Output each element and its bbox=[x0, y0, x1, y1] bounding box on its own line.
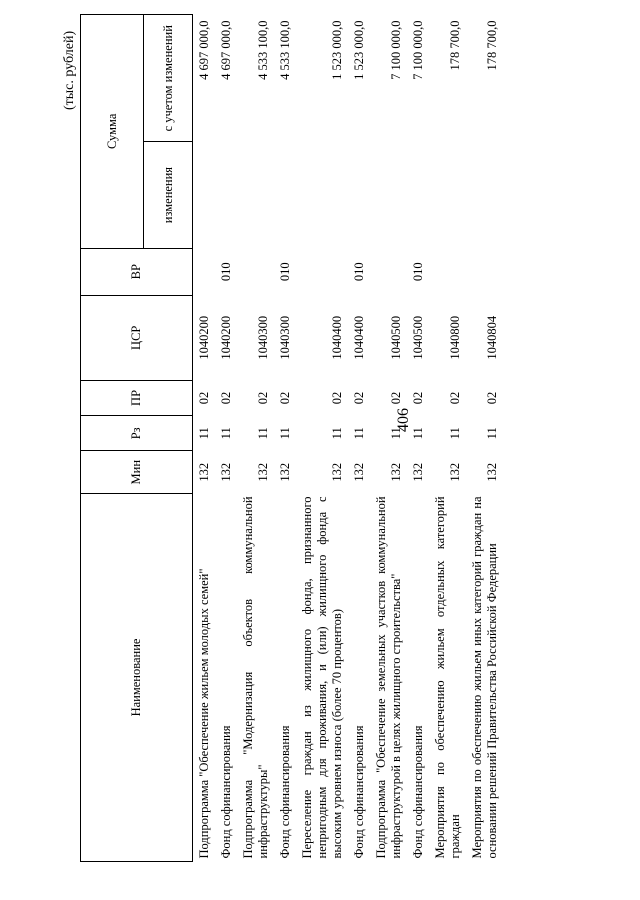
header-row-1 bbox=[81, 15, 144, 862]
cell-vr bbox=[466, 248, 503, 295]
cell-total: 178 700,0 bbox=[448, 20, 462, 71]
table-row bbox=[370, 15, 407, 862]
cell-rz: 11 bbox=[448, 427, 462, 440]
cell-csr: 1040400 bbox=[330, 315, 344, 360]
header-changes: изменения bbox=[144, 142, 193, 248]
cell-name: Фонд софинансирования bbox=[278, 725, 292, 859]
cell-min: 132 bbox=[278, 462, 292, 482]
cell-total: 4 533 100,0 bbox=[256, 20, 270, 80]
cell-changes bbox=[348, 142, 370, 248]
table-row bbox=[296, 15, 348, 862]
cell-rz: 11 bbox=[256, 427, 270, 440]
cell-pr: 02 bbox=[197, 391, 211, 405]
cell-min: 132 bbox=[330, 462, 344, 482]
cell-pr: 02 bbox=[485, 391, 499, 405]
cell-name: Мероприятия по обеспечению жильем иных категорий граждан на основании решений Правительства Российской Федерации bbox=[470, 496, 499, 859]
cell-rz: 11 bbox=[330, 427, 344, 440]
cell-total: 4 697 000,0 bbox=[219, 20, 233, 80]
cell-vr: 010 bbox=[219, 262, 233, 282]
cell-csr: 1040804 bbox=[485, 315, 499, 360]
table-body bbox=[193, 15, 504, 862]
cell-vr bbox=[370, 248, 407, 295]
cell-pr: 02 bbox=[448, 391, 462, 405]
cell-pr: 02 bbox=[389, 391, 403, 405]
cell-rz: 11 bbox=[352, 427, 366, 440]
cell-name: Фонд софинансирования bbox=[219, 725, 233, 859]
header-csr: ЦСР bbox=[81, 295, 193, 380]
cell-rz: 11 bbox=[389, 427, 403, 440]
cell-csr: 1040300 bbox=[278, 315, 292, 360]
budget-table bbox=[80, 14, 503, 862]
table-row bbox=[429, 15, 466, 862]
cell-min: 132 bbox=[219, 462, 233, 482]
cell-min: 132 bbox=[256, 462, 270, 482]
cell-rz: 11 bbox=[411, 427, 425, 440]
cell-total: 7 100 000,0 bbox=[411, 20, 425, 80]
cell-csr: 1040500 bbox=[389, 315, 403, 360]
table-row bbox=[466, 15, 503, 862]
cell-name: Подпрограмма "Обеспечение жильем молодых семей" bbox=[197, 568, 211, 859]
header-summa: Сумма bbox=[81, 15, 144, 249]
cell-total: 178 700,0 bbox=[485, 20, 499, 71]
header-vr: ВР bbox=[81, 248, 193, 295]
cell-name: Подпрограмма "Обеспечение земельных участков коммунальной инфраструктурой в целях жилищного строительства" bbox=[374, 496, 403, 859]
cell-total: 4 697 000,0 bbox=[197, 20, 211, 80]
cell-csr: 1040200 bbox=[197, 315, 211, 360]
cell-pr: 02 bbox=[278, 391, 292, 405]
cell-changes bbox=[193, 142, 216, 248]
table-row bbox=[193, 15, 216, 862]
cell-vr bbox=[237, 248, 274, 295]
cell-total: 7 100 000,0 bbox=[389, 20, 403, 80]
table-row bbox=[274, 15, 296, 862]
cell-rz: 11 bbox=[278, 427, 292, 440]
cell-pr: 02 bbox=[352, 391, 366, 405]
cell-csr: 1040500 bbox=[411, 315, 425, 360]
cell-changes bbox=[370, 142, 407, 248]
cell-changes bbox=[466, 142, 503, 248]
header-pr: ПР bbox=[81, 380, 193, 415]
cell-changes bbox=[407, 142, 429, 248]
cell-vr bbox=[429, 248, 466, 295]
cell-changes bbox=[215, 142, 237, 248]
cell-changes bbox=[274, 142, 296, 248]
header-name: Наименование bbox=[81, 493, 193, 861]
cell-rz: 11 bbox=[485, 427, 499, 440]
page-number: 406 bbox=[395, 408, 412, 432]
cell-total: 4 533 100,0 bbox=[278, 20, 292, 80]
cell-csr: 1040300 bbox=[256, 315, 270, 360]
cell-vr bbox=[193, 248, 216, 295]
cell-name: Подпрограмма "Модернизация объектов коммунальной инфраструктуры" bbox=[241, 496, 270, 859]
cell-total: 1 523 000,0 bbox=[330, 20, 344, 80]
cell-min: 132 bbox=[352, 462, 366, 482]
cell-csr: 1040200 bbox=[219, 315, 233, 360]
cell-vr: 010 bbox=[278, 262, 292, 282]
cell-changes bbox=[296, 142, 348, 248]
cell-changes bbox=[237, 142, 274, 248]
cell-name: Переселение граждан из жилищного фонда, признанного непригодным для проживания, и (или) жилищного фонда с высоким уровнем износа (более 70 процентов) bbox=[300, 496, 344, 859]
cell-pr: 02 bbox=[330, 391, 344, 405]
cell-min: 132 bbox=[197, 462, 211, 482]
table-row bbox=[348, 15, 370, 862]
header-rz: Рз bbox=[81, 416, 193, 451]
table-row bbox=[215, 15, 237, 862]
cell-min: 132 bbox=[448, 462, 462, 482]
units-label: (тыс. рублей) bbox=[62, 30, 77, 110]
cell-vr: 010 bbox=[352, 262, 366, 282]
table-row bbox=[407, 15, 429, 862]
table-row bbox=[237, 15, 274, 862]
cell-min: 132 bbox=[411, 462, 425, 482]
cell-total: 1 523 000,0 bbox=[352, 20, 366, 80]
cell-vr: 010 bbox=[411, 262, 425, 282]
cell-min: 132 bbox=[485, 462, 499, 482]
cell-rz: 11 bbox=[219, 427, 233, 440]
cell-changes bbox=[429, 142, 466, 248]
cell-pr: 02 bbox=[219, 391, 233, 405]
cell-name: Мероприятия по обеспечению жильем отдельных категорий граждан bbox=[433, 496, 462, 859]
cell-csr: 1040400 bbox=[352, 315, 366, 360]
cell-csr: 1040800 bbox=[448, 315, 462, 360]
cell-pr: 02 bbox=[256, 391, 270, 405]
cell-min: 132 bbox=[389, 462, 403, 482]
header-min: Мин bbox=[81, 451, 193, 493]
cell-name: Фонд софинансирования bbox=[411, 725, 425, 859]
cell-name: Фонд софинансирования bbox=[352, 725, 366, 859]
cell-rz: 11 bbox=[197, 427, 211, 440]
header-with-changes: с учетом изменений bbox=[144, 15, 193, 143]
cell-vr bbox=[296, 248, 348, 295]
cell-pr: 02 bbox=[411, 391, 425, 405]
